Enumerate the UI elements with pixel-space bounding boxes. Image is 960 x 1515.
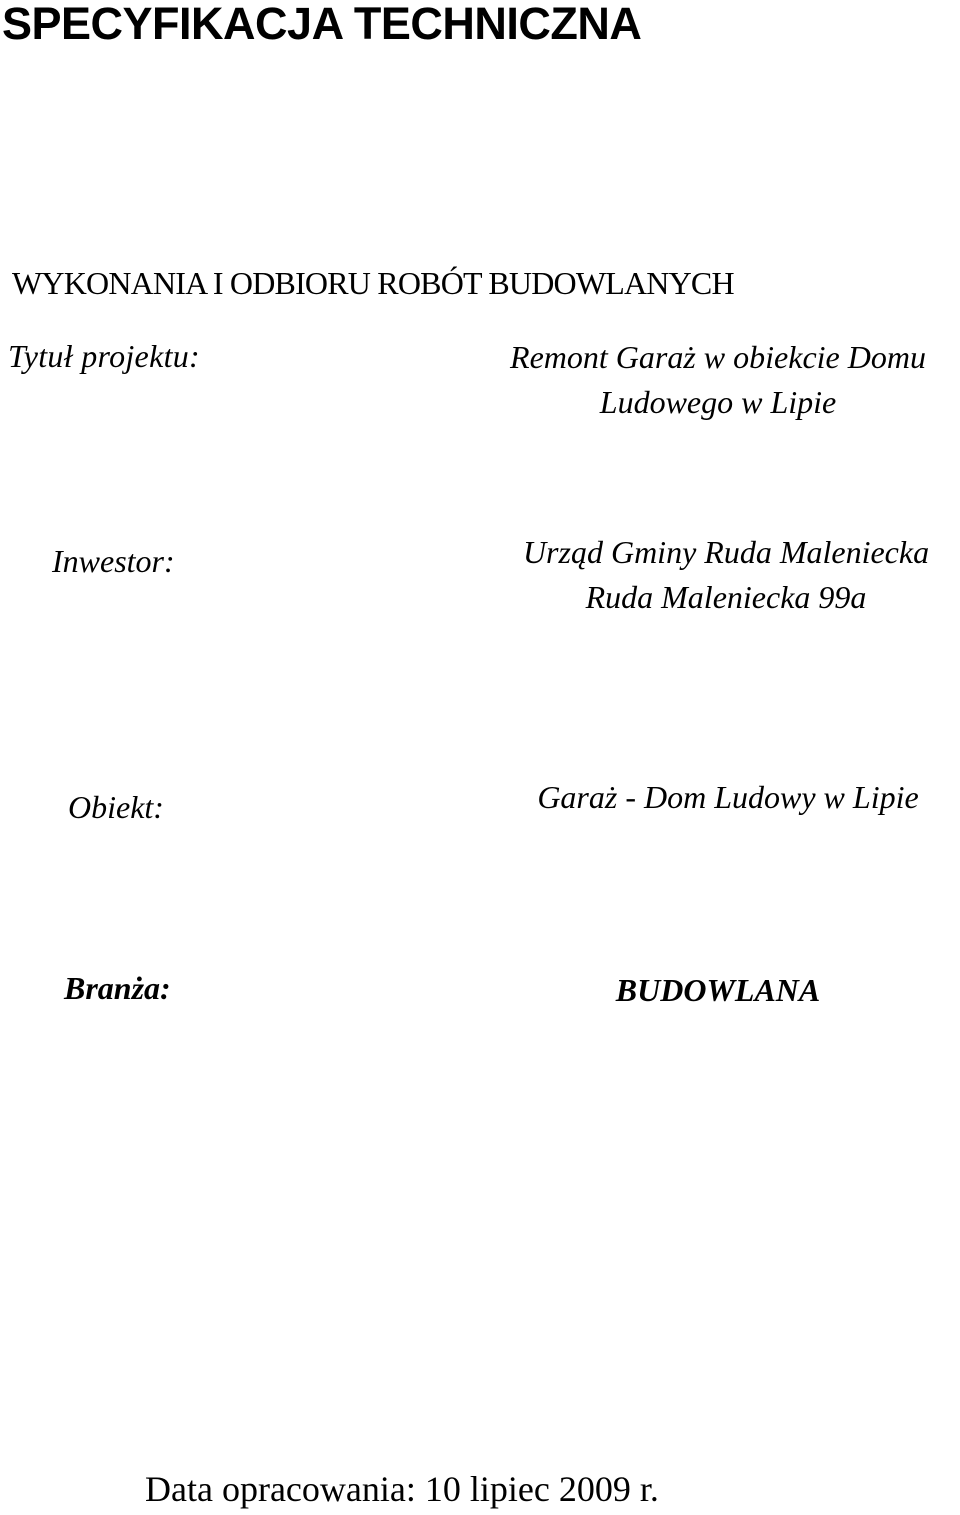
project-title-line-2: Ludowego w Lipie — [599, 384, 837, 420]
project-title-label: Tytuł projektu: — [8, 338, 201, 374]
main-title: SPECYFIKACJA TECHNICZNA — [2, 0, 642, 49]
investor-line-2: Ruda Maleniecka 99a — [585, 579, 867, 615]
project-title-value — [470, 335, 960, 425]
investor-line-1: Urząd Gminy Ruda Maleniecka — [522, 534, 930, 570]
branch-label: Branża: — [64, 970, 171, 1006]
object-label: Obiekt: — [68, 789, 164, 825]
project-title-line-1: Remont Garaż w obiekcie Domu — [510, 339, 926, 375]
investor-label: Inwestor: — [52, 543, 175, 579]
preparation-date: Data opracowania: 10 lipiec 2009 r. — [145, 1469, 659, 1509]
investor-value — [486, 530, 960, 620]
branch-value: BUDOWLANA — [615, 972, 821, 1008]
subtitle: WYKONANIA I ODBIORU ROBÓT BUDOWLANYCH — [12, 265, 734, 301]
object-value: Garaż - Dom Ludowy w Lipie — [537, 779, 919, 815]
